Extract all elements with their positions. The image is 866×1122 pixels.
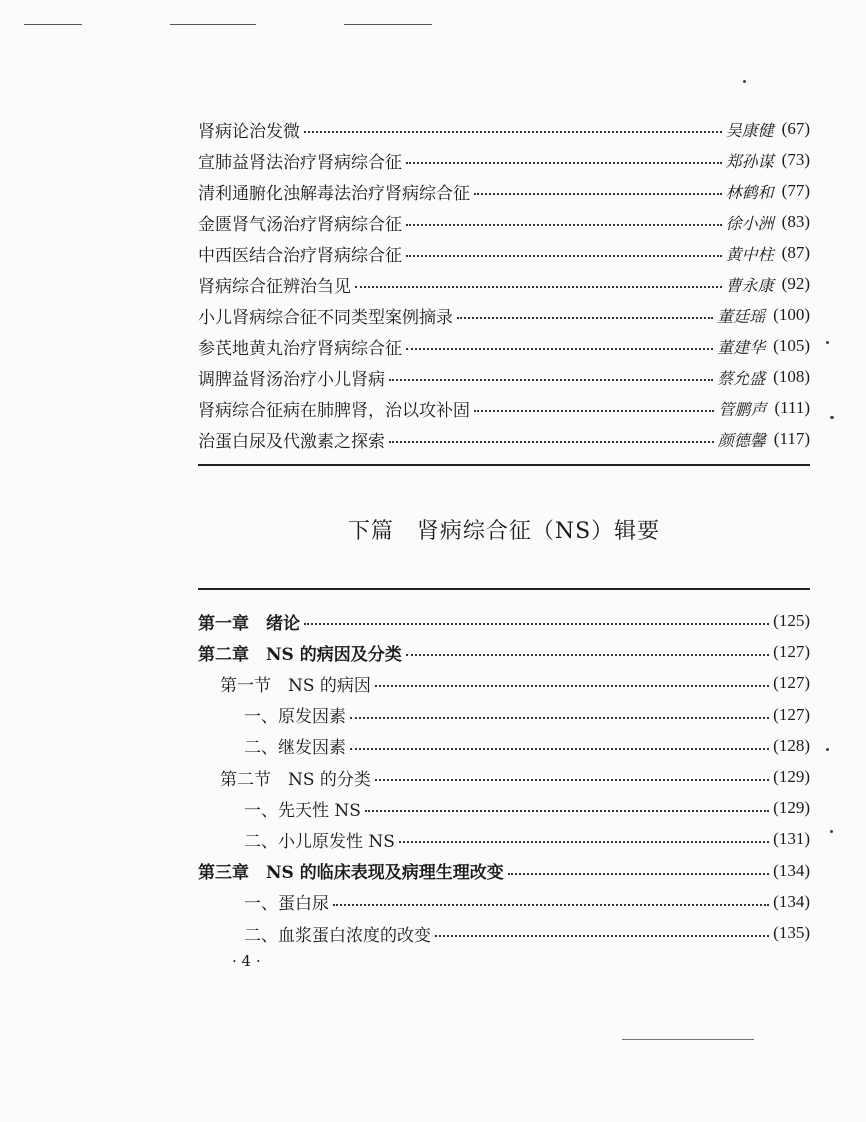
toc-entry-title: 金匮肾气汤治疗肾病综合征 [198,214,402,235]
dot-leader [406,654,769,656]
dot-leader [304,623,769,625]
toc-entry-author: 林鹤和 [725,182,774,202]
toc-entry [198,426,810,452]
toc-entry [198,920,810,946]
dot-leader [406,162,722,164]
toc-entry [198,639,810,665]
scan-speck [743,80,746,83]
toc-entry-page: (128) [773,735,810,755]
toc-entry-author: 管鹏声 [718,399,767,419]
toc-entry-author: 蔡允盛 [717,368,766,388]
toc-entry [198,147,810,173]
dot-leader [406,348,713,350]
toc-entry-title: 一、先天性 NS [244,800,361,821]
toc-entry-title: 第三章 NS 的临床表现及病理生理改变 [198,863,504,884]
scan-speck [830,830,833,833]
toc-entry-title: 肾病综合征病在肺脾肾，治以攻补固 [198,400,470,421]
toc-entry-author: 郑孙谋 [725,151,774,171]
toc-entry [198,889,810,915]
toc-entry-title: 中西医结合治疗肾病综合征 [198,245,402,266]
toc-entry-author: 曹永康 [725,275,774,295]
toc-entry-title: 肾病论治发微 [198,121,300,142]
toc-entry [198,826,810,852]
toc-entry [198,178,810,204]
toc-entry-page: (127) [773,642,810,662]
top-rule-left [24,24,82,25]
dot-leader [350,717,769,719]
toc-entry [198,333,810,359]
toc-entry-author: 董建华 [717,337,766,357]
toc-entry [198,670,810,696]
toc-entry-page: (117) [773,429,810,448]
upper-toc-bottom-rule [198,464,810,466]
toc-entry-title: 肾病综合征辨治刍见 [198,276,351,297]
top-rule-middle [170,24,256,25]
toc-entry-title: 第一节 NS 的病因 [220,675,371,696]
scan-speck [830,416,834,419]
toc-entry-page: (127) [773,673,810,693]
dot-leader [389,379,713,381]
toc-entry-page: (77) [781,181,810,200]
toc-entry-author: 徐小洲 [725,213,774,233]
toc-entry-page: (73) [781,150,810,169]
toc-entry-title: 一、原发因素 [244,707,346,728]
toc-entry-title: 第二章 NS 的病因及分类 [198,644,402,665]
toc-entry-title: 第二节 NS 的分类 [220,769,371,790]
dot-leader [355,286,722,288]
toc-entry-page: (67) [781,119,810,138]
toc-entry-title: 调脾益肾汤治疗小儿肾病 [198,369,385,390]
toc-entry-author: 黄中柱 [725,244,774,264]
toc-entry-page: (134) [773,891,810,911]
toc-entry-page: (129) [773,767,810,786]
toc-entry-page: (129) [773,798,810,818]
toc-entry-page: (87) [781,243,810,262]
toc-entry-title: 二、小儿原发性 NS [244,831,395,852]
toc-entry-author: 颜德馨 [717,430,766,450]
toc-entry-title: 治蛋白尿及代激素之探索 [198,431,385,452]
dot-leader [474,410,714,412]
toc-entry-page: (131) [773,829,810,849]
toc-entry [198,302,810,328]
toc-entry [198,395,810,421]
toc-entry [198,858,810,884]
scan-mark-bottom [622,1039,754,1040]
dot-leader [389,441,714,443]
toc-entry-title: 二、继发因素 [244,738,346,759]
toc-entry-page: (92) [781,274,810,293]
toc-entry [198,733,810,759]
toc-entry-page: (83) [781,212,810,231]
toc-entry [198,116,810,142]
toc-entry-page: (108) [773,367,810,386]
toc-entry [198,702,810,728]
dot-leader [406,224,722,226]
toc-entry-title: 宣肺益肾法治疗肾病综合征 [198,152,402,173]
dot-leader [435,935,769,937]
toc-entry-page: (135) [773,923,810,942]
dot-leader [375,779,769,781]
dot-leader [457,317,713,319]
scan-speck [826,341,829,344]
toc-entry-title: 清利通腑化浊解毒法治疗肾病综合征 [198,183,470,204]
page-folio: · 4 · [232,952,261,970]
toc-entry-page: (134) [773,860,810,880]
dot-leader [304,131,722,133]
toc-entry-title: 二、血浆蛋白浓度的改变 [244,925,431,946]
toc-entry-title: 小儿肾病综合征不同类型案例摘录 [198,307,453,328]
toc-entry-page: (100) [773,305,810,324]
toc-entry-page: (105) [773,336,810,355]
toc-entry [198,608,810,634]
toc-entry-title: 第一章 绪论 [198,613,300,634]
toc-entry [198,209,810,235]
dot-leader [365,810,769,812]
toc-entry [198,795,810,821]
dot-leader [350,748,769,750]
toc-entry-page: (127) [773,704,810,724]
dot-leader [333,904,769,906]
toc-entry-author: 董廷瑶 [717,306,766,326]
top-rule-right [344,24,432,25]
scan-speck [826,748,829,751]
dot-leader [375,685,769,687]
dot-leader [474,193,722,195]
toc-entry [198,240,810,266]
dot-leader [508,873,769,875]
toc-entry [198,764,810,790]
toc-entry-page: (111) [774,398,810,417]
toc-entry-title: 参芪地黄丸治疗肾病综合征 [198,338,402,359]
toc-entry [198,364,810,390]
dot-leader [406,255,722,257]
section-title: 下篇 肾病综合征（NS）辑要 [347,519,661,544]
toc-entry-author: 吴康健 [725,120,774,140]
lower-toc-top-rule [198,588,810,590]
toc-entry-title: 一、蛋白尿 [244,894,329,915]
toc-entry [198,271,810,297]
toc-entry-page: (125) [773,611,810,630]
dot-leader [399,841,769,843]
